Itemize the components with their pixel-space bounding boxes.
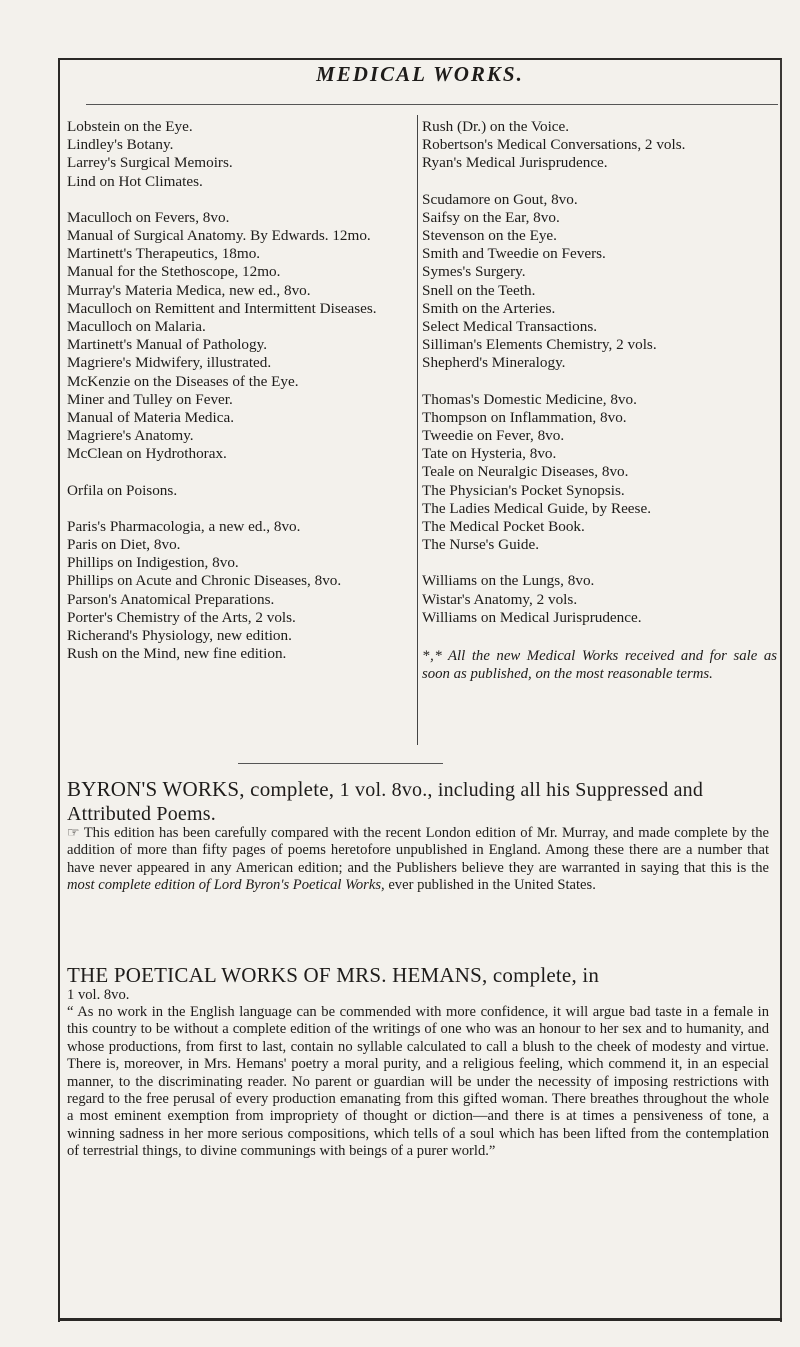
- book-entry: Tate on Hysteria, 8vo.: [422, 445, 557, 463]
- byron-heading: [67, 777, 769, 825]
- book-entry: The Physician's Pocket Synopsis.: [422, 481, 625, 499]
- book-entry: Williams on the Lungs, 8vo.: [422, 572, 595, 590]
- book-entry: The Nurse's Guide.: [422, 536, 540, 554]
- right-book-list: [422, 118, 777, 683]
- hemans-quote: “ As no work in the English language can be commended with more confidence, it will argue bad taste in a female in this country to be without a complete edition of the writings of one who was an honour to her sex and to humanity, and whose productions, from first to last, contain no syllable calculated to call a blush to the cheek of modesty and virtue. There is, moreover, in Mrs. Hemans' poetry a moral purity, and a religious feeling, which commend it, in an especial manner, to the discriminating reader. No parent or guardian will be under the necessity of imposing restrictions with regard to the free perusal of every production emanating from this gifted woman. There breathes throughout the whole a most eminent exemption from impropriety of thought or diction—and there is at times a pensiveness of tone, a winning sadness in her more serious compositions, which tells of a soul which has been lifted from the contemplation of terrestrial things, to divine communings with beings of a purer world.”: [67, 1004, 769, 1160]
- section-rule: [238, 763, 443, 764]
- book-entry: [67, 500, 412, 518]
- book-entry: Stevenson on the Eye.: [422, 227, 557, 245]
- book-entry: McClean on Hydrothorax.: [67, 445, 227, 463]
- book-entry: Parson's Anatomical Preparations.: [67, 590, 275, 608]
- book-entry: Phillips on Acute and Chronic Diseases, 8vo.: [67, 572, 342, 590]
- book-entry: Magriere's Anatomy.: [67, 427, 194, 445]
- bottom-rule: [58, 1318, 782, 1321]
- book-entry: Manual of Surgical Anatomy. By Edwards. 12mo.: [67, 227, 371, 245]
- book-entry: Murray's Materia Medica, new ed., 8vo.: [67, 281, 311, 299]
- book-entry: Lind on Hot Climates.: [67, 172, 203, 190]
- book-entry: Maculloch on Remittent and Intermittent Diseases.: [67, 299, 377, 317]
- book-entry: Manual of Materia Medica.: [67, 409, 234, 427]
- book-entry: [67, 464, 412, 482]
- book-entry: Teale on Neuralgic Diseases, 8vo.: [422, 463, 629, 481]
- byron-body: [67, 825, 769, 895]
- book-entry: Select Medical Transactions.: [422, 318, 598, 336]
- book-entry: Lobstein on the Eye.: [67, 118, 193, 135]
- book-entry: Tweedie on Fever, 8vo.: [422, 427, 565, 445]
- book-entry: The Medical Pocket Book.: [422, 518, 585, 536]
- book-entry: Maculloch on Fevers, 8vo.: [67, 208, 230, 226]
- book-entry: Miner and Tulley on Fever.: [67, 390, 233, 408]
- book-entry: Snell on the Teeth.: [422, 281, 536, 299]
- book-entry: McKenzie on the Diseases of the Eye.: [67, 372, 299, 390]
- book-entry: Lindley's Botany.: [67, 136, 174, 154]
- book-entry: Wistar's Anatomy, 2 vols.: [422, 590, 578, 608]
- book-entry: Richerand's Physiology, new edition.: [67, 627, 292, 645]
- hemans-heading: THE POETICAL WORKS OF MRS. HEMANS, complete, in: [67, 963, 600, 987]
- book-entry: Phillips on Indigestion, 8vo.: [67, 554, 239, 572]
- right-book-items: [422, 118, 777, 627]
- byron-heading-main: BYRON'S WORKS, complete,: [67, 777, 335, 801]
- notice-paragraph: [422, 647, 777, 683]
- book-entry: Magriere's Midwifery, illustrated.: [67, 354, 272, 372]
- book-entry: Paris's Pharmacologia, a new ed., 8vo.: [67, 517, 301, 535]
- book-entry: Smith and Tweedie on Fevers.: [422, 245, 606, 263]
- book-entry: Symes's Surgery.: [422, 263, 526, 281]
- title-rule: [86, 104, 778, 105]
- byron-body-before: This edition has been carefully compared with the recent London edition of Mr. Murray, and made complete by the addition of more than fifty pages of poems heretofore unpublished in England. Among these there are a number that have never appeared in any American edition; and the Publishers believe they are warranted in saying that this is the: [67, 825, 769, 876]
- book-entry: Shepherd's Mineralogy.: [422, 354, 566, 372]
- book-entry: Saifsy on the Ear, 8vo.: [422, 208, 560, 226]
- book-entry: Williams on Medical Jurisprudence.: [422, 608, 642, 626]
- book-entry: Ryan's Medical Jurisprudence.: [422, 154, 608, 172]
- byron-section: [67, 777, 769, 895]
- notice-text: All the new Medical Works received and for sale as soon as published, on the most reasonable terms.: [422, 648, 777, 683]
- book-entry: Rush on the Mind, new fine edition.: [67, 645, 287, 663]
- book-entry: Silliman's Elements Chemistry, 2 vols.: [422, 336, 657, 354]
- book-entry: Smith on the Arteries.: [422, 299, 556, 317]
- book-entry: [67, 191, 412, 209]
- book-entry: Robertson's Medical Conversations, 2 vols.: [422, 136, 686, 154]
- book-entry: [422, 173, 777, 191]
- book-entry: Thomas's Domestic Medicine, 8vo.: [422, 390, 637, 408]
- book-entry: [422, 554, 777, 572]
- left-book-list: [67, 118, 412, 663]
- book-entry: Rush (Dr.) on the Voice.: [422, 118, 570, 135]
- book-entry: Martinett's Therapeutics, 18mo.: [67, 245, 261, 263]
- hemans-section: [67, 963, 769, 1161]
- book-entry: Paris on Diet, 8vo.: [67, 536, 181, 554]
- hemans-sub: 1 vol. 8vo.: [67, 987, 130, 1003]
- notice-marker: *‚*: [422, 648, 442, 665]
- book-entry: Porter's Chemistry of the Arts, 2 vols.: [67, 608, 296, 626]
- pointing-hand-icon: ☞: [67, 826, 80, 841]
- book-entry: [422, 373, 777, 391]
- book-entry: Orfila on Poisons.: [67, 481, 178, 499]
- book-entry: Thompson on Inflammation, 8vo.: [422, 408, 627, 426]
- book-entry: Martinett's Manual of Pathology.: [67, 336, 268, 354]
- byron-body-italic: most complete edition of Lord Byron's Poetical Works,: [67, 877, 385, 894]
- byron-body-after: ever published in the United States.: [388, 877, 596, 894]
- book-entry: Manual for the Stethoscope, 12mo.: [67, 263, 281, 281]
- book-entry: Scudamore on Gout, 8vo.: [422, 190, 578, 208]
- byron-heading-rest: 1 vol. 8vo., including all his Suppressed and Attributed Poems.: [67, 779, 704, 825]
- book-entry: Maculloch on Malaria.: [67, 318, 206, 336]
- book-entry: The Ladies Medical Guide, by Reese.: [422, 499, 651, 517]
- page-title: MEDICAL WORKS.: [316, 62, 524, 86]
- book-entry: Larrey's Surgical Memoirs.: [67, 154, 233, 172]
- column-divider: [417, 115, 418, 745]
